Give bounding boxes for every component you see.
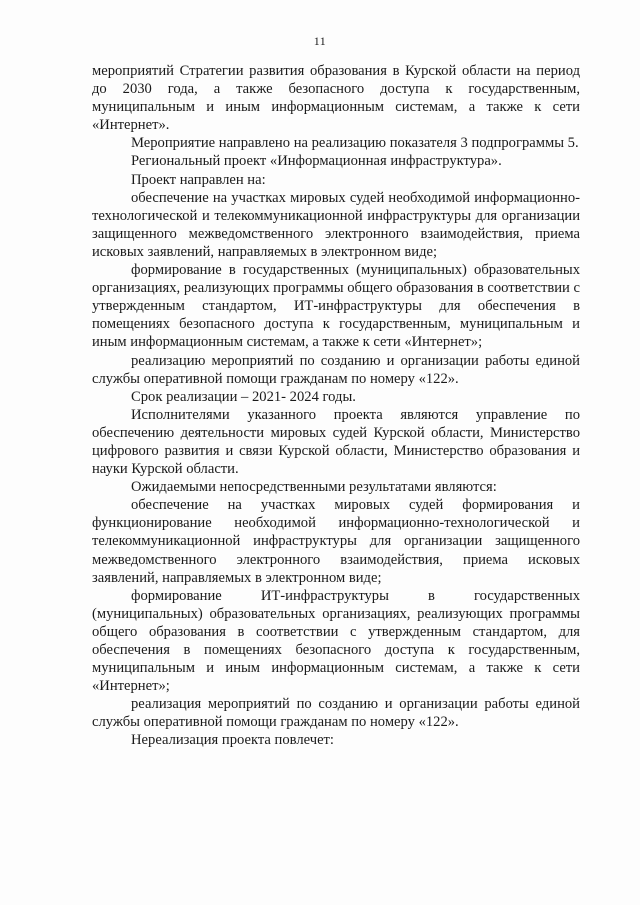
paragraph-result-service-122: реализация мероприятий по созданию и организации работы единой службы оперативной помощи гражданам по номеру «122». [92,696,580,731]
paragraph-implementation-period: Срок реализации – 2021- 2024 годы. [131,388,356,405]
paragraph-continuation: мероприятий Стратегии развития образования в Курской области на период до 2030 года, а также безопасного доступа к государственным, муниципальным и иным информационным системам, а также к сети «Интернет». [92,63,580,134]
paragraph-executors: Исполнителями указанного проекта являются управление по обеспечению деятельности мировых судей Курской области, Министерство цифрового развития и связи Курской области, Министерство образования и науки Курской области. [92,406,580,478]
page-number: 11 [313,34,327,48]
paragraph-result-schools-it: формирование ИТ-инфраструктуры в государственных (муниципальных) образовательных организациях, реализующих программы общего образования в соответствии с утвержденным стандартом, для обеспечения в помещениях безопасного доступа к государственным, муниципальным и иным информационным системам, а также к сети «Интернет»; [92,587,580,695]
paragraph-project-aims-intro: Проект направлен на: [131,171,266,188]
paragraph-result-courts-infrastructure: обеспечение на участках мировых судей формирования и функционирование необходимой информационно-технологической и телекоммуникационной инфраструктуры для организации защищенного межведомственного электронного взаимодействия, приема исковых заявлений, направляемых в электронном виде; [92,497,580,586]
paragraph-aim-schools-it: формирование в государственных (муниципальных) образовательных организациях, реализующих программы общего образования в соответствии с утвержденным стандартом, ИТ-инфраструктуры для обеспечения в помещениях безопасного доступа к государственным, муниципальным и иным информационным системам, а также к сети «Интернет»; [92,262,580,351]
paragraph-non-implementation: Нереализация проекта повлечет: [131,732,334,749]
paragraph-indicator-reference: Мероприятие направлено на реализацию показателя 3 подпрограммы 5. [131,135,579,152]
paragraph-results-intro: Ожидаемыми непосредственными результатами являются: [131,479,497,496]
paragraph-aim-service-122: реализацию мероприятий по созданию и организации работы единой службы оперативной помощи гражданам по номеру «122». [92,352,580,387]
paragraph-aim-courts-infrastructure: обеспечение на участках мировых судей необходимой информационно-технологической и телекоммуникационной инфраструктуры для организации защищенного межведомственного электронного взаимодействия, приема исковых заявлений, направляемых в электронном виде; [92,189,580,260]
paragraph-project-title: Региональный проект «Информационная инфраструктура». [131,153,502,170]
document-body [92,62,580,750]
